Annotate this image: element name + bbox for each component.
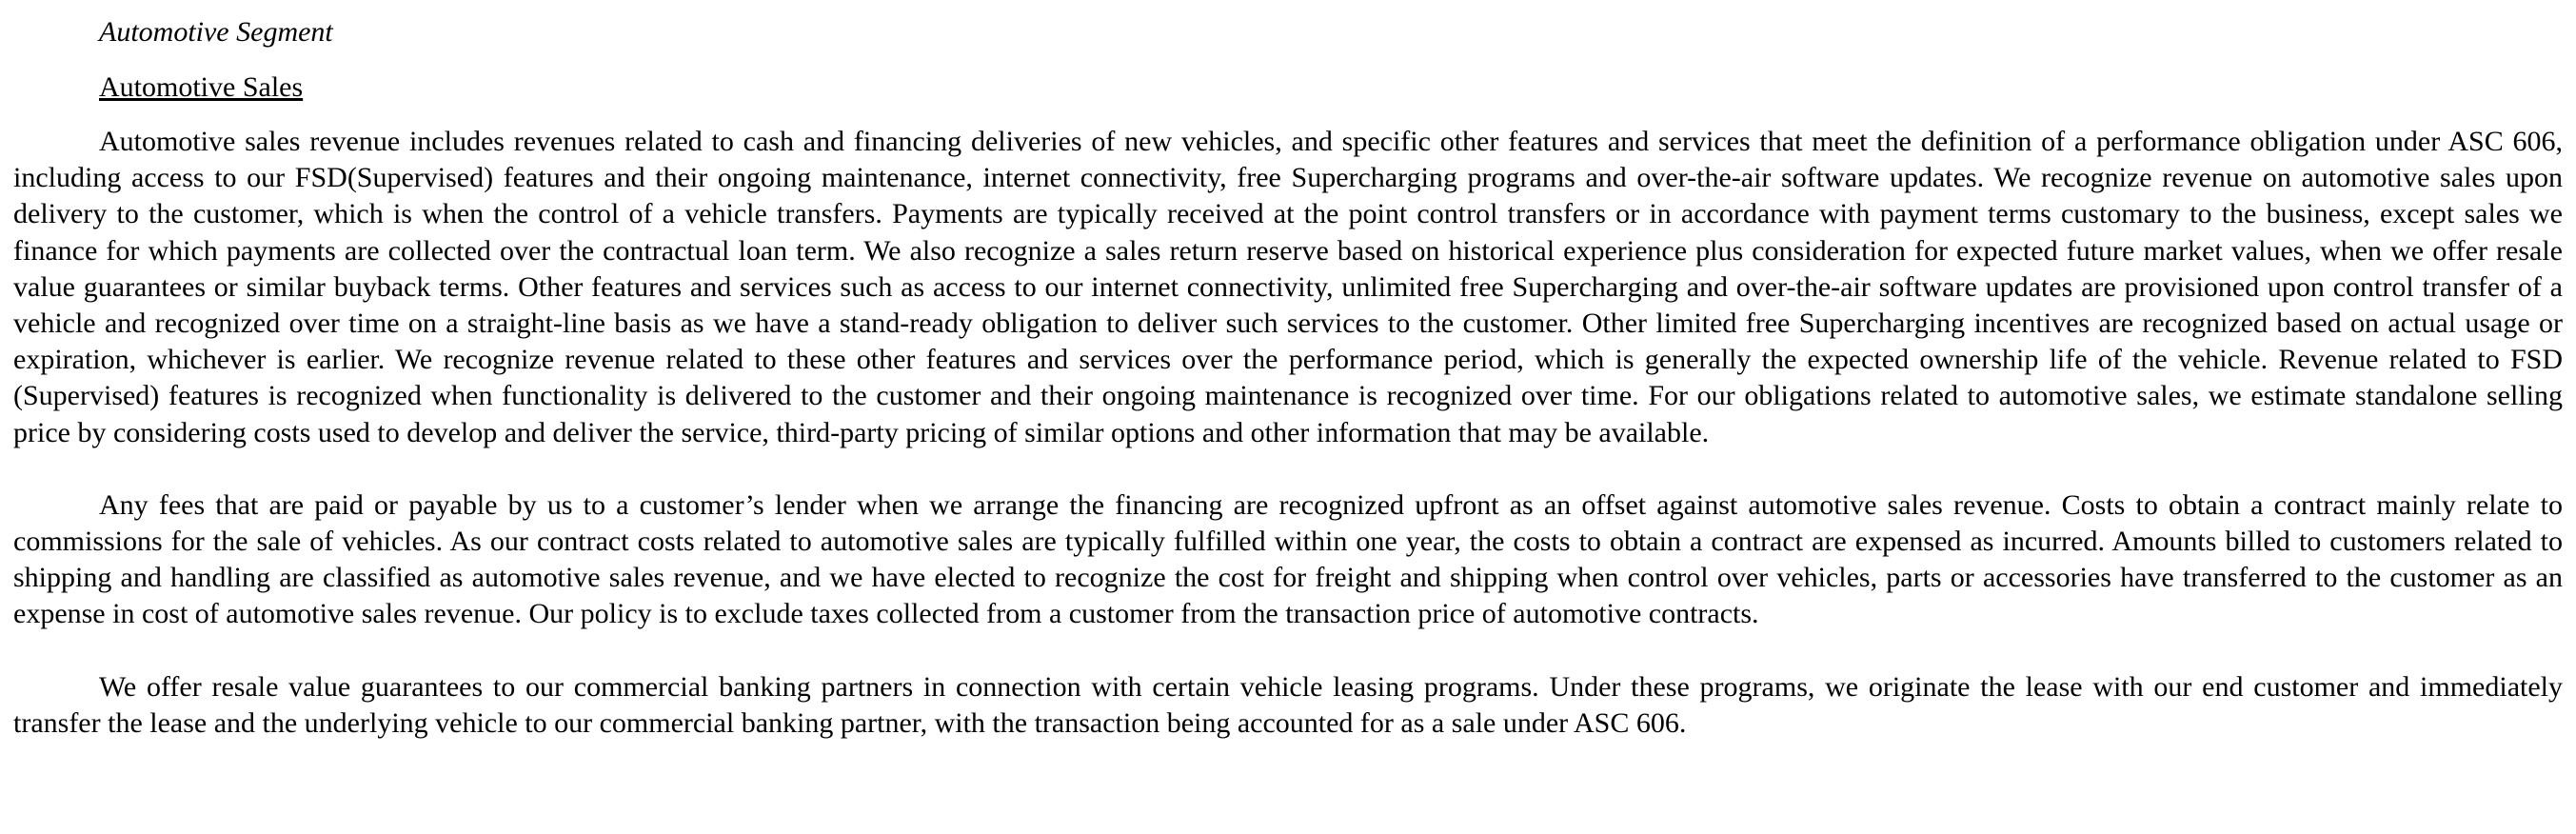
segment-title: Automotive Segment xyxy=(99,16,333,48)
section-title: Automotive Sales xyxy=(99,71,304,103)
paragraph-automotive-sales-revenue: Automotive sales revenue includes revenues related to cash and financing deliveries of new vehicles, and specific other features and services that meet the definition of a performance obligation under ASC 606, including access to our FSD(Supervised) features and their ongoing maintenance, internet connectivity, free Supercharging programs and over-the-air software updates. We recognize revenue on automotive sales upon delivery to the customer, which is when the control of a vehicle transfers. Payments are typically received at the point control transfers or in accordance with payment terms customary to the business, except sales we finance for which payments are collected over the contractual loan term. We also recognize a sales return reserve based on historical experience plus consideration for expected future market values, when we offer resale value guarantees or similar buyback terms. Other features and services such as access to our internet connectivity, unlimited free Supercharging and over-the-air software updates are provisioned upon control transfer of a vehicle and recognized over time on a straight-line basis as we have a stand-ready obligation to deliver such services to the customer. Other limited free Supercharging incentives are recognized based on actual usage or expiration, whichever is earlier. We recognize revenue related to these other features and services over the performance period, which is generally the expected ownership life of the vehicle. Revenue related to FSD (Supervised) features is recognized when functionality is delivered to the customer and their ongoing maintenance is recognized over time. For our obligations related to automotive sales, we estimate standalone selling price by considering costs used to develop and deliver the service, third-party pricing of similar options and other information that may be available. xyxy=(13,126,2563,448)
paragraph-lender-fees: Any fees that are paid or payable by us to a customer’s lender when we arrange the financing are recognized upfront as an offset against automotive sales revenue. Costs to obtain a contract mainly relate to commissions for the sale of vehicles. As our contract costs related to automotive sales are typically fulfilled within one year, the costs to obtain a contract are expensed as incurred. Amounts billed to customers related to shipping and handling are classified as automotive sales revenue, and we have elected to recognize the cost for freight and shipping when control over vehicles, parts or accessories have transferred to the customer as an expense in cost of automotive sales revenue. Our policy is to exclude taxes collected from a customer from the transaction price of automotive contracts. xyxy=(13,488,2563,630)
paragraph-resale-value-guarantees: We offer resale value guarantees to our commercial banking partners in connection with certain vehicle leasing programs. Under these programs, we originate the lease with our end customer and immediately transfer the lease and the underlying vehicle to our commercial banking partner, with the transaction being accounted for as a sale under ASC 606. xyxy=(13,670,2563,739)
